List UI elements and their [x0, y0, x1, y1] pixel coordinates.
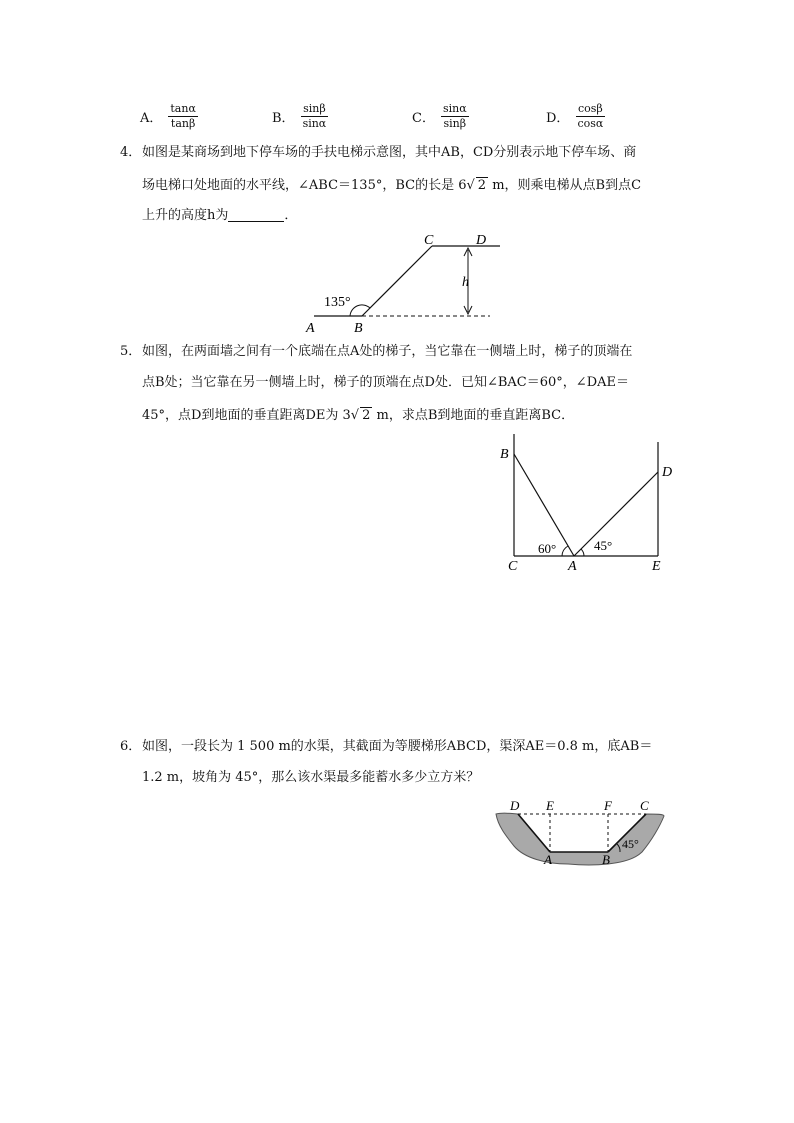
label-c: C — [508, 559, 518, 574]
question-5-number: 5． — [120, 344, 142, 359]
angle-label: 135° — [324, 295, 351, 310]
question-6-line-1: 如图，一段长为 1 500 m的水渠，其截面为等腰梯形ABCD，渠深AE＝0.8 m，底AB＝ — [142, 739, 653, 754]
answer-blank[interactable] — [228, 207, 284, 222]
radicand: 2 — [362, 408, 371, 423]
numerator: sinα — [442, 102, 467, 115]
angle-45-label: 45° — [622, 837, 639, 851]
sqrt-symbol: √ 2 — [466, 178, 487, 193]
label-e: E — [652, 559, 661, 574]
option-letter: B． — [272, 111, 295, 126]
question-4-line-1: 如图是某商场到地下停车场的手扶电梯示意图，其中AB，CD分别表示地下停车场、商 — [142, 145, 637, 160]
label-c: C — [640, 798, 649, 813]
denominator: tanβ — [170, 117, 196, 130]
label-f: F — [604, 798, 612, 813]
radicand: 2 — [477, 178, 487, 193]
question-4-number: 4． — [120, 145, 142, 160]
label-c: C — [424, 233, 434, 248]
option-letter: A． — [140, 111, 163, 126]
fraction — [441, 102, 469, 131]
label-d: D — [510, 798, 520, 813]
fraction — [575, 102, 605, 131]
denominator: sinα — [302, 117, 327, 130]
fraction — [168, 102, 198, 131]
denominator: cosα — [577, 117, 604, 130]
label-b: B — [354, 321, 363, 336]
label-b: B — [500, 447, 509, 462]
label-e: E — [546, 798, 554, 813]
label-a: A — [544, 852, 552, 867]
option-c — [412, 102, 469, 131]
label-b: B — [602, 852, 610, 867]
question-6-figure — [490, 796, 670, 870]
option-b — [272, 102, 328, 131]
question-4-figure — [300, 228, 510, 336]
text: 45°，点D到地面的垂直距离DE为 3 — [142, 408, 351, 423]
text: m，求点B到地面的垂直距离BC． — [372, 408, 575, 423]
sqrt-symbol: √ 2 — [350, 408, 371, 423]
fraction — [301, 102, 329, 131]
angle-45-label: 45° — [594, 538, 613, 553]
question-4-line-2 — [142, 176, 641, 196]
question-4-line-3 — [142, 206, 297, 226]
question-5-figure — [498, 428, 684, 576]
label-a: A — [568, 559, 577, 574]
label-h: h — [462, 275, 469, 290]
denominator: sinβ — [443, 117, 467, 130]
numerator: cosβ — [577, 102, 603, 115]
question-5-line-2: 点B处；当它靠在另一侧墙上时，梯子的顶端在点D处．已知∠BAC＝60°，∠DAE＝ — [142, 375, 629, 390]
text: 上升的高度h为 — [142, 208, 229, 223]
question-5-line-3 — [142, 406, 574, 426]
option-letter: D． — [546, 111, 570, 126]
angle-60-label: 60° — [538, 541, 557, 556]
label-a: A — [306, 321, 315, 336]
option-d — [546, 102, 605, 131]
numerator: tanα — [170, 102, 196, 115]
option-letter: C． — [412, 111, 435, 126]
label-d: D — [476, 233, 487, 248]
question-5-line-1: 如图，在两面墙之间有一个底端在点A处的梯子，当它靠在一侧墙上时，梯子的顶端在 — [142, 344, 633, 359]
label-d: D — [662, 465, 673, 480]
text: m，则乘电梯从点B到点C — [488, 178, 642, 193]
option-a — [140, 102, 198, 131]
question-6-line-2: 1.2 m，坡角为 45°，那么该水渠最多能蓄水多少立方米？ — [142, 770, 480, 785]
text: ． — [284, 208, 298, 223]
numerator: sinβ — [303, 102, 326, 115]
question-6-number: 6． — [120, 739, 142, 754]
text: 场电梯口处地面的水平线，∠ABC＝135°，BC的长是 6 — [142, 178, 467, 193]
